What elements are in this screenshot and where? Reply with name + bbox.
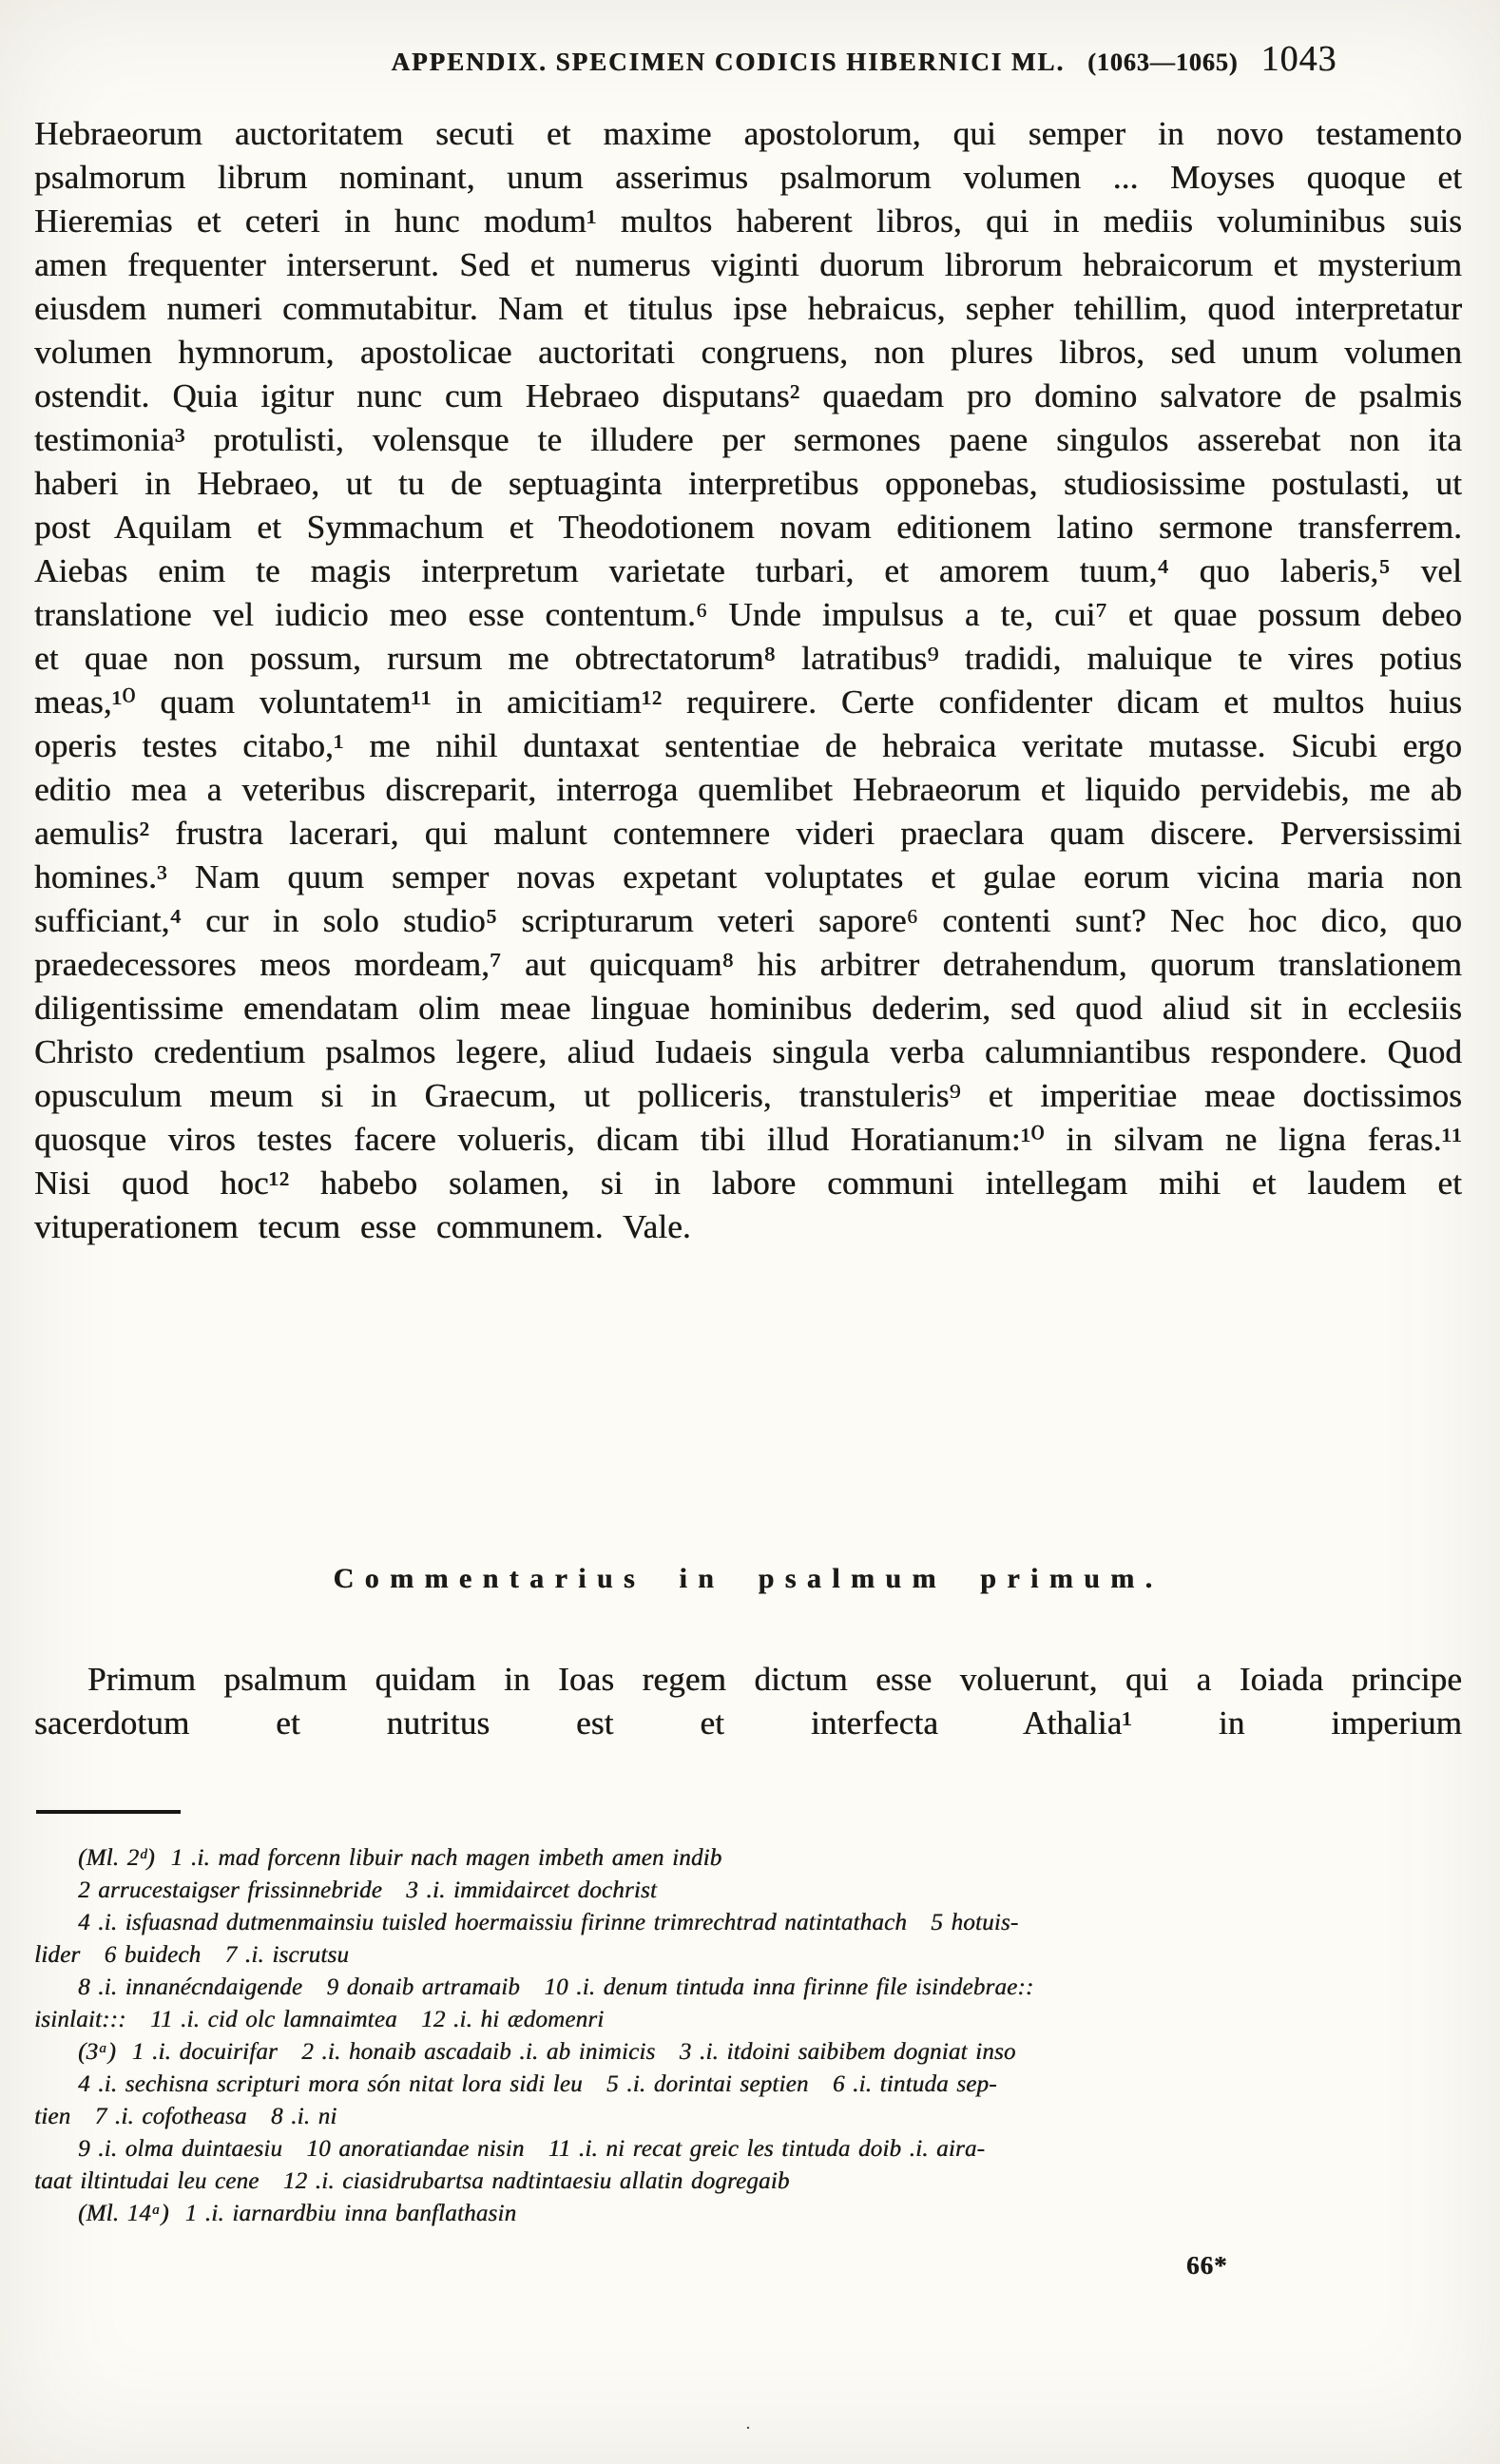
footnote-line-10: 9 .i. olma duintaesiu 10 anoratiandae nisin 11 .i. ni recat greic les tintuda doib .i. aira- [78, 2136, 986, 2162]
bottom-center-dot: . [745, 2413, 751, 2434]
footnote-divider-rule [36, 1810, 181, 1814]
signature-mark: 66* [1186, 2251, 1228, 2280]
commentary-opening-paragraph: Primum psalmum quidam in Ioas regem dictum esse voluerunt, qui a Ioiada principe sacerdotum et nutritus est et interfecta Athalia¹ in imperium [34, 1661, 1462, 1742]
footnote-line-5: 8 .i. innanécndaigende 9 donaib artramaib 10 .i. denum tintuda inna firinne file isindebrae:: [78, 1974, 1034, 2000]
footnote-line-7: (3ᵃ) 1 .i. docuirifar 2 .i. honaib ascadaib .i. ab inimicis 3 .i. itdoini saibibem dogniat inso [78, 2039, 1016, 2065]
footnote-line-12: (Ml. 14ᵃ) 1 .i. iarnardbiu inna banflathasin [78, 2201, 517, 2226]
footnote-line-6: isinlait::: 11 .i. cid olc lamnaimtea 12 .i. hi ædomenri [34, 2007, 605, 2032]
footnotes-block [34, 1842, 1462, 2230]
footnote-line-3: 4 .i. isfuasnad dutmenmainsiu tuisled hoermaissiu firinne trimrechtrad natintathach 5 hotuis- [78, 1910, 1019, 1935]
footnote-line-9: tien 7 .i. cofotheasa 8 .i. ni [34, 2104, 337, 2129]
latin-text-paragraph: Hebraeorum auctoritatem secuti et maxime apostolorum, qui semper in novo testamento psalmorum librum nominant, unum asserimus psalmorum volumen ... Moyses quoque et Hieremias et ceteri in hunc modum¹ multos haberent libros, qui in mediis voluminibus suis amen frequenter interserunt. Sed et numerus viginti duorum librorum hebraicorum et mysterium eiusdem numeri commutabitur. Nam et titulus ipse hebraicus, sepher tehillim, quod interpretatur volumen hymnorum, apostolicae auctoritati congruens, non plures libros, sed unum volumen ostendit. Quia igitur nunc cum Hebraeo disputans² quaedam pro domino salvatore de psalmis testimonia³ protulisti, volensque te illudere per sermones paene singulos asserebat non ita haberi in Hebraeo, ut tu de septuaginta interpretibus opponebas, studiosissime postulasti, ut post Aquilam et Symmachum et Theodotionem novam editionem latino sermone transferrem. Aiebas enim te magis interpretum varietate turbari, et amorem tuum,⁴ quo laberis,⁵ vel translatione vel iudicio meo esse contentum.⁶ Unde impulsus a te, cui⁷ et quae possum debeo et quae non possum, rursum me obtrectatorum⁸ latratibus⁹ tradidi, maluique te vires potius meas,¹⁰ quam voluntatem¹¹ in amicitiam¹² requirere. Certe confidenter dicam et multos huius operis testes citabo,¹ me nihil duntaxat sententiae de hebraica veritate mutasse. Sicubi ergo editio mea a veteribus discreparit, interroga quemlibet Hebraeorum et liquido pervidebis, me ab aemulis² frustra lacerari, qui malunt contemnere videri praeclara quam discere. Perversissimi homines.³ Nam quum semper novas expetant voluptates et gulae eorum vicina maria non sufficiant,⁴ cur in solo studio⁵ scripturarum veteri sapore⁶ contenti sunt? Nec hoc dico, quo praedecessores meos mordeam,⁷ aut quicquam⁸ his arbitrer detrahendum, quorum translationem diligentissime emendatam olim meae linguae hominibus dederim, sed quod aliud sit in ecclesiis Christo credentium psalmos legere, aliud Iudaeis singula verba calumniantibus respondere. Quod opusculum meum si in Graecum, ut polliceris, transtuleris⁹ et imperitiae meae doctissimos quosque viros testes facere volueris, dicam tibi illud Horatianum:¹⁰ in silvam ne ligna feras.¹¹ Nisi quod hoc¹² habebo solamen, si in labore communi intellegam mihi et laudem et vituperationem tecum esse communem. Vale. [34, 115, 1462, 1245]
footnote-line-2: 2 arrucestaigser frissinnebride 3 .i. immidaircet dochrist [78, 1877, 657, 1903]
section-heading: Commentarius in psalmum primum. [333, 1563, 1163, 1594]
running-head-title: APPENDIX. SPECIMEN CODICIS HIBERNICI ML. [391, 48, 1066, 76]
page-number: 1043 [1260, 39, 1337, 79]
footnote-line-11: taat iltintudai leu cene 12 .i. ciasidrubartsa nadtintaesiu allatin dogregaib [34, 2168, 790, 2194]
footnote-line-8: 4 .i. sechisna scripturi mora són nitat lora sidi leu 5 .i. dorintai septien 6 .i. tintuda sep- [78, 2071, 997, 2097]
running-head-column-range: (1063—1065) [1087, 48, 1239, 76]
footnote-line-1: (Ml. 2ᵈ) 1 .i. mad forcenn libuir nach magen imbeth amen indib [78, 1845, 722, 1871]
text-block [34, 0, 1462, 2464]
running-head [272, 38, 1456, 80]
footnote-line-4: lider 6 buidech 7 .i. iscrutsu [34, 1942, 350, 1968]
